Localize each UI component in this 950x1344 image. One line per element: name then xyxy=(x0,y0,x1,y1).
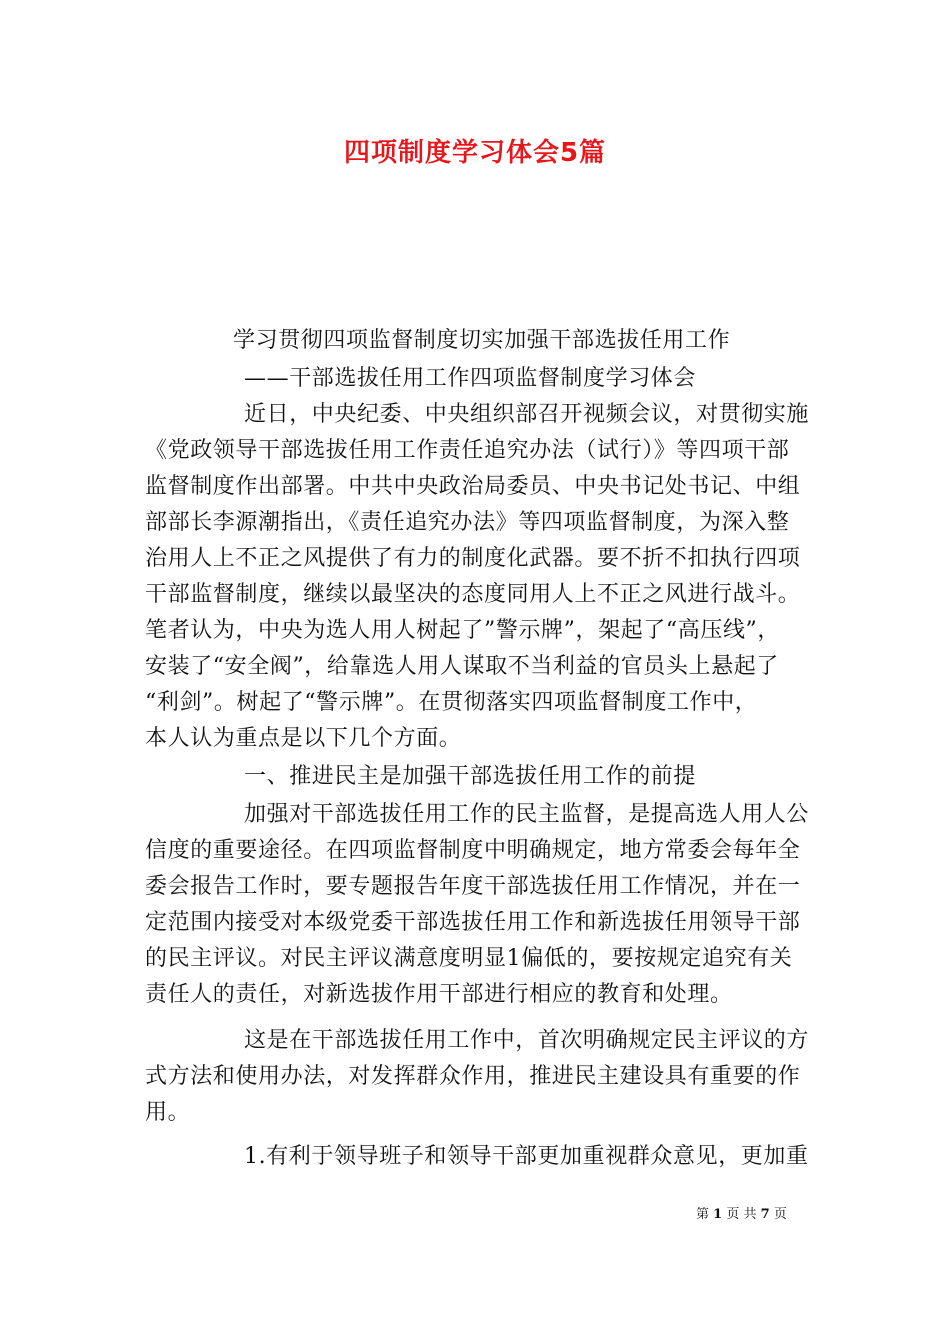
body-line: 《党政领导干部选拔任用工作责任追究办法（试行）》等四项干部 xyxy=(145,438,790,463)
footer-total-pages: 7 xyxy=(760,1207,770,1222)
body-line: 监督制度作出部署。中共中央政治局委员、中央书记处书记、中组 xyxy=(145,474,801,499)
body-line: 定范围内接受对本级党委干部选拔任用工作和新选拔任用领导干部 xyxy=(145,910,801,935)
body-line: 笔者认为，中央为选人用人树起了”警示牌”，架起了“高压线”， xyxy=(145,618,780,643)
page-footer xyxy=(696,1203,787,1222)
body-line: “利剑”。树起了“警示牌”。在贯彻落实四项监督制度工作中， xyxy=(145,690,758,715)
body-line: 部部长李源潮指出，《责任追究办法》等四项监督制度，为深入整 xyxy=(145,510,790,535)
body-line: 干部监督制度，继续以最坚决的态度同用人上不正之风进行战斗。 xyxy=(145,582,801,607)
body-line: 信度的重要途径。在四项监督制度中明确规定，地方常委会每年全 xyxy=(145,838,801,863)
footer-suffix: 页 xyxy=(773,1207,787,1222)
article-subheading: ——干部选拔任用工作四项监督制度学习体会 xyxy=(244,366,697,391)
section-heading: 一、推进民主是加强干部选拔任用工作的前提 xyxy=(244,764,697,789)
article-heading: 学习贯彻四项监督制度切实加强干部选拔任用工作 xyxy=(233,328,731,353)
body-line: 1.有利于领导班子和领导干部更加重视群众意见，更加重 xyxy=(244,1144,809,1169)
document-title: 四项制度学习体会5篇 xyxy=(343,138,607,168)
body-line: 责任人的责任，对新选拔作用干部进行相应的教育和处理。 xyxy=(145,982,733,1007)
footer-middle: 页 共 xyxy=(726,1207,757,1222)
body-line: 这是在干部选拔任用工作中，首次明确规定民主评议的方 xyxy=(244,1028,810,1053)
body-line: 用。 xyxy=(145,1100,191,1125)
body-line: 委会报告工作时，要专题报告年度干部选拔任用工作情况，并在一 xyxy=(145,874,801,899)
body-line: 加强对干部选拔任用工作的民主监督，是提高选人用人公 xyxy=(244,802,810,827)
body-line: 式方法和使用办法，对发挥群众作用，推进民主建设具有重要的作 xyxy=(145,1064,801,1089)
body-line: 治用人上不正之风提供了有力的制度化武器。要不折不扣执行四项 xyxy=(145,546,801,571)
body-line: 安装了“安全阀”，给靠选人用人谋取不当利益的官员头上悬起了 xyxy=(145,654,779,679)
body-line: 本人认为重点是以下几个方面。 xyxy=(145,726,462,751)
footer-prefix: 第 xyxy=(696,1207,710,1222)
footer-page-number: 1 xyxy=(713,1207,723,1222)
body-line: 近日，中央纪委、中央组织部召开视频会议，对贯彻实施 xyxy=(244,402,810,427)
body-line: 的民主评议。对民主评议满意度明显1偏低的，要按规定追究有关 xyxy=(145,946,793,971)
